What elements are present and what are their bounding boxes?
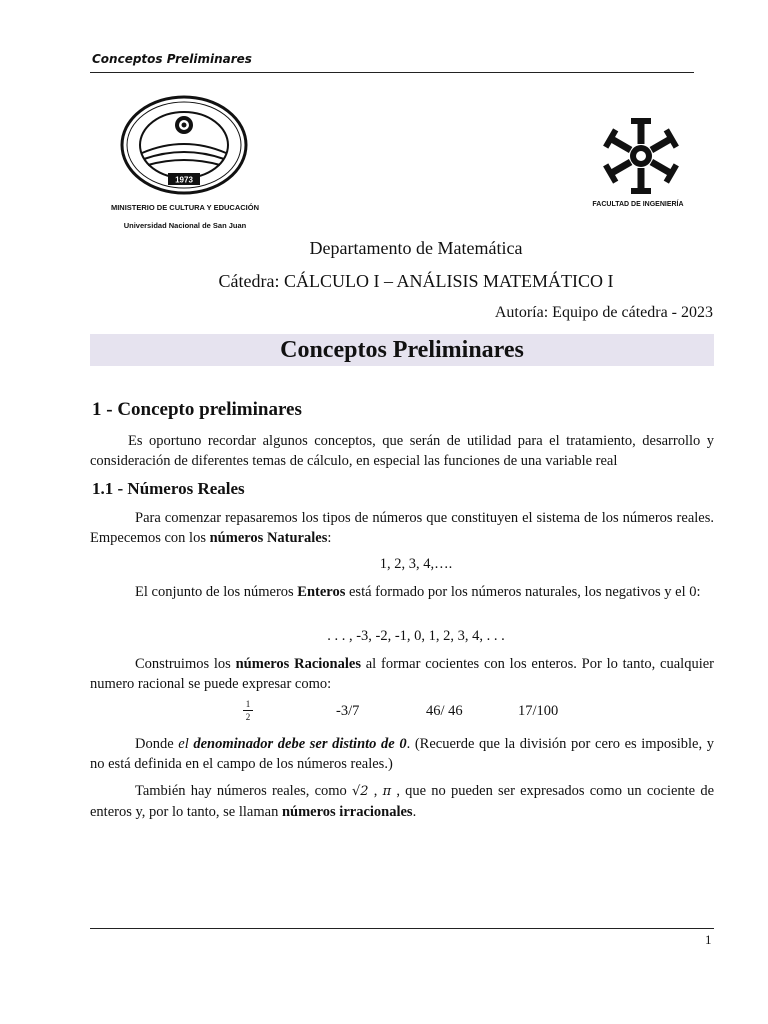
text: , (368, 783, 383, 799)
chair-name: Cátedra: CÁLCULO I – ANÁLISIS MATEMÁTICO I (218, 271, 614, 291)
rational-example-3: 46/ 46 (426, 703, 463, 719)
pi-symbol: π (382, 784, 392, 799)
unsj-seal-logo (120, 95, 248, 195)
paragraph-integers (90, 582, 714, 602)
text: También hay números reales, como (135, 783, 352, 799)
text-italic: el (178, 736, 189, 752)
paragraph-naturals (90, 508, 714, 548)
text: al formar cocientes con los enteros. Por lo tanto, cualquier numero racional se puede expresar como: (90, 656, 714, 692)
page-number: 1 (705, 932, 712, 947)
unsj-university-caption: Universidad Nacional de San Juan (123, 221, 247, 230)
text: . (412, 804, 417, 820)
text: Donde (135, 736, 179, 752)
running-header: Conceptos Preliminares (92, 52, 252, 66)
text: , que no pueden ser expresados como un cociente de enteros y, por lo tanto, se llaman (90, 783, 714, 820)
text: Construimos los (135, 656, 236, 672)
denominator-rule: denominador debe ser distinto de 0 (193, 736, 407, 752)
section-1-intro: Es oportuno recordar algunos conceptos, que serán de utilidad para el tratamiento, desarrollo y consideración de diferentes temas de cálculo, en especial las funciones de una variable real (90, 433, 714, 469)
term-integers: Enteros (297, 584, 346, 600)
department-name: Departamento de Matemática (309, 238, 523, 258)
integers-list: . . . , -3, -2, -1, 0, 1, 2, 3, 4, . . . (327, 628, 505, 644)
text: : (327, 530, 332, 546)
paragraph-rationals (90, 654, 714, 694)
rational-example-2: -3/7 (336, 703, 360, 719)
text: El conjunto de los números (135, 584, 298, 600)
fraction-bar (243, 710, 253, 711)
fraction-denominator: 2 (245, 712, 251, 722)
faculty-engineering-logo (598, 118, 684, 196)
term-rationals: números Racionales (235, 656, 361, 672)
paragraph-irrationals (90, 781, 714, 822)
section-1-1-heading: 1.1 - Números Reales (92, 479, 245, 498)
unsj-ministry-caption: MINISTERIO DE CULTURA Y EDUCACIÓN (110, 203, 260, 212)
naturals-list: 1, 2, 3, 4,…. (379, 556, 453, 572)
text: está formado por los números naturales, los negativos y el 0: (345, 584, 701, 600)
term-naturals: números Naturales (209, 530, 328, 546)
fraction-one-half (243, 699, 253, 722)
faculty-engineering-caption: FACULTAD DE INGENIERÍA (592, 201, 684, 208)
footer-rule (90, 928, 714, 929)
unsj-seal-year: 1973 (175, 175, 193, 185)
sqrt-two: √2 (352, 784, 369, 799)
fraction-numerator: 1 (245, 699, 251, 709)
document-title-banner (90, 334, 714, 366)
authorship: Autoría: Equipo de cátedra - 2023 (494, 304, 713, 321)
document-title: Conceptos Preliminares (280, 337, 524, 363)
rational-example-4: 17/100 (518, 703, 559, 719)
term-irrationals: números irracionales (281, 804, 413, 820)
section-1-heading: 1 - Concepto preliminares (92, 399, 302, 420)
text: Para comenzar repasaremos los tipos de números que constituyen el sistema de los números reales. Empecemos con los (90, 510, 714, 546)
header-rule (90, 72, 694, 73)
paragraph-denominator (90, 734, 714, 774)
text: . (Recuerde que la división por cero es imposible, y no está definida en el campo de los números reales.) (90, 736, 714, 772)
